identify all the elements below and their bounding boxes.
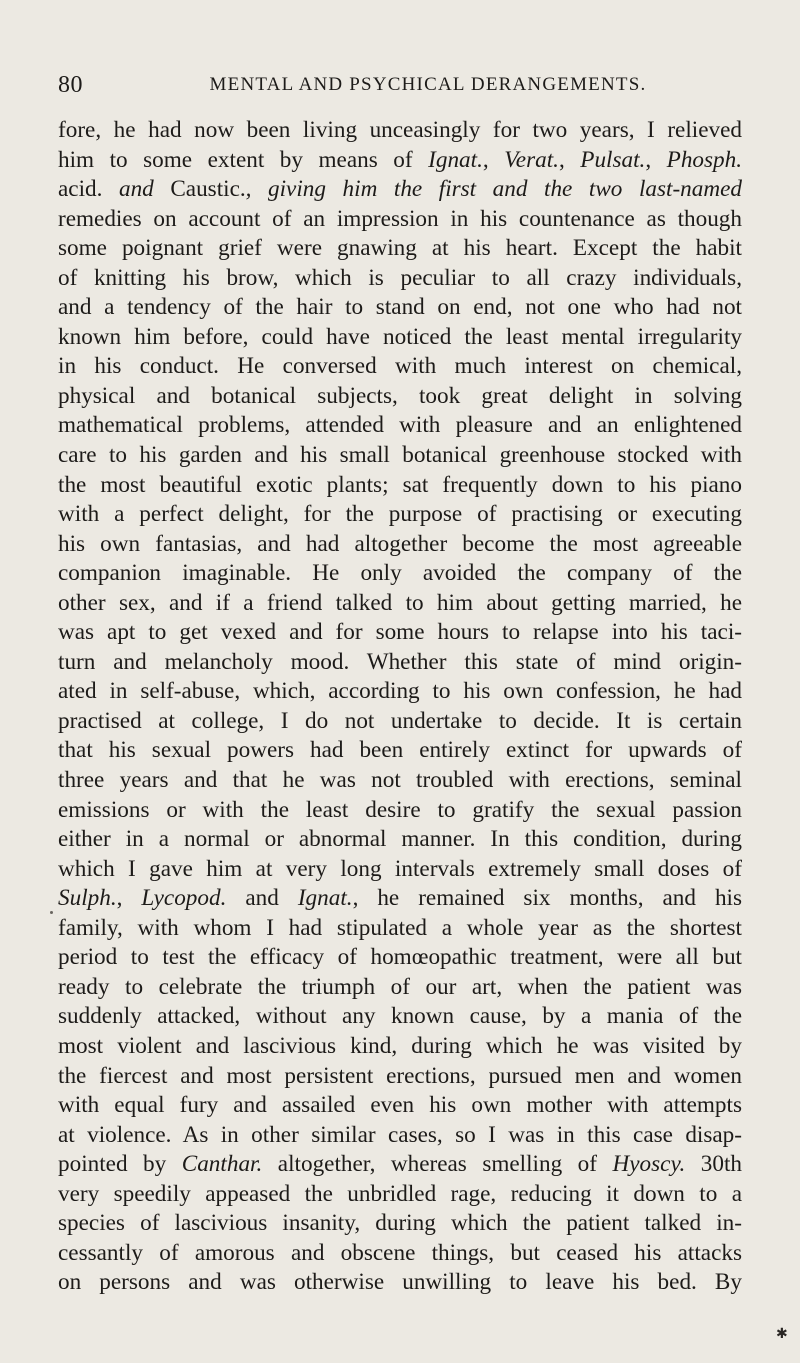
page-number: 80 xyxy=(58,72,83,98)
text-line: physical and botanical subjects, took great delight in solving xyxy=(58,382,742,409)
text-line: practised at college, I do not undertake to decide. It is certain xyxy=(58,707,742,734)
running-head: MENTAL AND PSYCHICAL DERANGEMENTS. xyxy=(209,74,647,95)
text-line: emissions or with the least desire to gratify the sexual passion xyxy=(58,796,742,823)
text-line: which I gave him at very long intervals extremely small doses of xyxy=(58,855,742,882)
page-header xyxy=(58,72,738,104)
text-line: pointed by Canthar. altogether, whereas smelling of Hyoscy. 30th xyxy=(58,1151,743,1178)
text-line: suddenly attacked, without any known cause, by a mania of the xyxy=(58,1003,742,1030)
text-line: on persons and was otherwise unwilling to leave his bed. By xyxy=(58,1269,742,1296)
text-line: three years and that he was not troubled with erections, seminal xyxy=(58,767,742,794)
text-line: mathematical problems, attended with pleasure and an enlightened xyxy=(58,412,742,439)
margin-dot xyxy=(50,911,53,914)
body-paragraph xyxy=(58,116,742,1298)
text-line: in his conduct. He conversed with much interest on chemical, xyxy=(58,353,742,380)
text-line: other sex, and if a friend talked to him about getting married, he xyxy=(58,589,742,616)
text-line: most violent and lascivious kind, during which he was visited by xyxy=(58,1032,742,1059)
text-line: very speedily appeased the unbridled rage, reducing it down to a xyxy=(58,1180,742,1207)
text-line: known him before, could have noticed the least mental irregularity xyxy=(58,323,742,350)
text-line: species of lascivious insanity, during which the patient talked in- xyxy=(58,1210,742,1237)
text-line: family, with whom I had stipulated a whole year as the shortest xyxy=(58,914,742,941)
text-line: some poignant grief were gnawing at his heart. Except the habit xyxy=(58,235,742,262)
corner-mark-icon: ✱ xyxy=(776,1326,788,1342)
text-line: care to his garden and his small botanical greenhouse stocked with xyxy=(58,442,742,469)
text-line: and a tendency of the hair to stand on end, not one who had not xyxy=(58,294,742,321)
text-line: with a perfect delight, for the purpose of practising or executing xyxy=(58,501,742,528)
text-line: at violence. As in other similar cases, so I was in this case disap- xyxy=(58,1121,742,1148)
text-line: period to test the efficacy of homœopathic treatment, were all but xyxy=(58,944,742,971)
text-line: cessantly of amorous and obscene things, but ceased his attacks xyxy=(58,1239,742,1266)
text-line: that his sexual powers had been entirely extinct for upwards of xyxy=(58,737,742,764)
text-line: acid. and Caustic., giving him the first and the two last-named xyxy=(58,176,742,203)
text-line: turn and melancholy mood. Whether this state of mind origin- xyxy=(58,648,742,675)
text-line: ated in self-abuse, which, according to his own confession, he had xyxy=(58,678,742,705)
text-line: his own fantasias, and had altogether become the most agreeable xyxy=(58,530,742,557)
text-line: him to some extent by means of Ignat., Verat., Pulsat., Phosph. xyxy=(58,146,743,173)
text-line: companion imaginable. He only avoided the company of the xyxy=(58,560,742,587)
text-line: Sulph., Lycopod. and Ignat., he remained six months, and his xyxy=(58,885,743,912)
text-line: remedies on account of an impression in his countenance as though xyxy=(58,205,742,232)
text-line: was apt to get vexed and for some hours to relapse into his taci- xyxy=(58,619,742,646)
text-line: ready to celebrate the triumph of our art, when the patient was xyxy=(58,973,742,1000)
text-line: of knitting his brow, which is peculiar to all crazy individuals, xyxy=(58,264,742,291)
text-line: the most beautiful exotic plants; sat frequently down to his piano xyxy=(58,471,742,498)
text-line: the fiercest and most persistent erections, pursued men and women xyxy=(58,1062,742,1089)
text-line: either in a normal or abnormal manner. In this condition, during xyxy=(58,826,742,853)
text-line: with equal fury and assailed even his own mother with attempts xyxy=(58,1092,742,1119)
text-line: fore, he had now been living unceasingly for two years, I relieved xyxy=(58,117,742,143)
